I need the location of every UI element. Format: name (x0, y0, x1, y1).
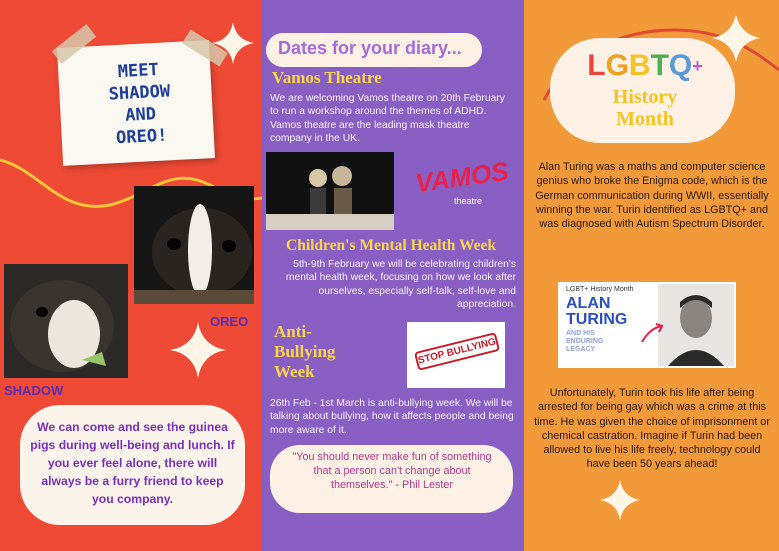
alan-turing-portrait (658, 284, 734, 366)
vamos-title: Vamos Theatre (272, 68, 382, 87)
note-title-line: AND (124, 104, 157, 126)
guinea-pig-oreo-image (134, 186, 254, 304)
lgbtq-title (560, 50, 730, 82)
sparkle-icon (170, 322, 226, 378)
turing-intro: Alan Turing was a maths and computer science genius who broke the Enigma code, which is the German communication during WWII, essentially winning the war. Turin identified as LGBTQ+ and was diagnosed with Autism Spectrum Disorder. (535, 161, 769, 231)
card-subtitle (566, 330, 603, 354)
quote-text: "You should never make fun of something that a person can't change about themselves." - Phil Lester (292, 451, 492, 491)
card-name (566, 296, 627, 328)
note-title-line: SHADOW (108, 81, 171, 105)
lgbtq-letter: T (650, 49, 669, 82)
stop-bullying-image (407, 322, 505, 388)
shadow-photo (4, 264, 128, 378)
note-title-line: MEET (117, 59, 160, 83)
mental-health-title: Children's Mental Health Week (286, 237, 496, 254)
history-month-line: Month (616, 108, 674, 130)
card-name-line: TURING (566, 311, 628, 328)
arrow-icon (640, 322, 664, 346)
bubble-text: We can come and see the guinea pigs during well-being and lunch. If you ever feel alone, there will always be a furry friend to keep you company. (30, 420, 235, 506)
vamos-photo (266, 152, 394, 230)
card-tag: LGBT+ History Month (566, 286, 634, 293)
note-title (68, 56, 212, 151)
alan-turing-card (558, 282, 736, 368)
card-sub-line: LEGACY (566, 346, 596, 353)
history-month-line: History (612, 86, 678, 108)
card-sub-line: AND HIS (566, 330, 595, 337)
vamos-logo (410, 156, 514, 220)
anti-bullying-title (274, 322, 335, 382)
lgbtq-letter: Q (668, 49, 693, 82)
anti-bullying-title-line: Week (274, 362, 315, 381)
theatre-masks-image (266, 152, 394, 230)
card-sub-line: ENDURING (566, 338, 604, 345)
oreo-photo (134, 186, 254, 304)
shadow-label: SHADOW (4, 383, 64, 398)
card-name-line: ALAN (566, 295, 611, 312)
sparkle-icon (600, 480, 640, 520)
lgbtq-letter: G (605, 49, 629, 82)
lgbtq-letter: B (628, 49, 651, 82)
sparkle-icon (212, 22, 254, 64)
vamos-body: We are welcoming Vamos theatre on 20th February to run a workshop around the themes of ADHD. Vamos theatre are the leading mask theatre company in the UK. (270, 93, 505, 145)
history-month-title (560, 86, 730, 130)
lgbtq-letter: L (587, 49, 606, 82)
stop-bullying-stamp: STOP BULLYING (414, 332, 500, 371)
vamos-logo-sub: theatre (454, 196, 483, 206)
guinea-pig-shadow-image (4, 264, 128, 378)
oreo-label: OREO (210, 314, 249, 329)
anti-bullying-title-line: Bullying (274, 342, 336, 361)
lgbtq-letter: + (692, 56, 703, 76)
anti-bullying-body: 26th Feb - 1st March is anti-bullying week. We will be talking about bullying, how it affects people and being more aware of it. (270, 398, 514, 436)
mental-health-body: 5th-9th February we will be celebrating children's mental health week, focusing on how we look after ourselves, especially self-talk, self-love and appreciation. (285, 259, 516, 311)
note-title-line: OREO! (115, 125, 168, 149)
diary-header: Dates for your diary... (278, 38, 462, 58)
turing-outro: Unfortunately, Turin took his life after being arrested for being gay which was a crime at this time. He was given the choice of imprisonment or chemical castration. Imagine if Turin had been allowed to live his life freely, technology could have been 50 years ahead! (534, 387, 770, 471)
vamos-logo-text: VAMOS (413, 155, 511, 199)
anti-bullying-title-line: Anti- (274, 322, 312, 341)
